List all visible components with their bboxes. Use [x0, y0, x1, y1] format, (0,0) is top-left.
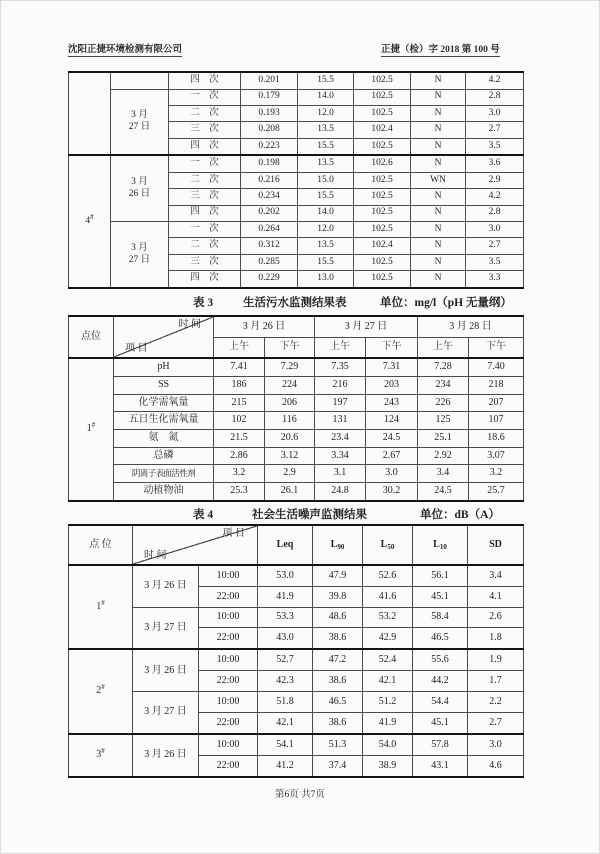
point-cell: 3#: [69, 734, 133, 777]
table-cell: 三 次: [169, 122, 241, 138]
table-cell: 23.4: [315, 429, 366, 447]
table-cell: 207: [469, 394, 524, 412]
table-cell: 24.8: [315, 483, 366, 501]
table-cell: 24.5: [418, 483, 469, 501]
table-cell: 42.1: [363, 671, 413, 692]
table-cell: 46.5: [413, 628, 468, 650]
table-cell: 0.208: [241, 122, 298, 138]
table-cell: 0.216: [241, 172, 298, 188]
table-cell: 14.0: [298, 205, 354, 221]
table-cell: 52.6: [363, 565, 413, 587]
table-cell: 48.6: [313, 607, 363, 628]
table-cell: 38.6: [313, 628, 363, 650]
table-cell: 54.1: [258, 734, 313, 756]
table4-label: 表 4: [193, 509, 214, 521]
date-cell: 3 月 27 日: [111, 89, 169, 155]
date-cell: 3 月 26 日: [133, 734, 199, 777]
table-cell: 0.229: [241, 271, 298, 288]
item-label: pH: [114, 358, 214, 376]
table-cell: 15.5: [298, 254, 354, 270]
table-cell: 102.5: [354, 271, 411, 288]
table-cell: 3.0: [466, 105, 524, 121]
table-cell: 15.5: [298, 138, 354, 155]
table-cell: 206: [265, 394, 315, 412]
table-row: [69, 565, 524, 587]
table-cell: 102.5: [354, 72, 411, 89]
table-cell: 1.7: [468, 671, 524, 692]
table-cell: 一 次: [169, 89, 241, 105]
table-cell: 47.2: [313, 649, 363, 671]
table-cell: 215: [214, 394, 265, 412]
item-label: 氨 氮: [114, 429, 214, 447]
date-cell: 3 月 26 日: [133, 565, 199, 607]
table-cell: 10:00: [199, 607, 258, 628]
table-cell: 0.202: [241, 205, 298, 221]
header-date: 3 月 27 日: [315, 316, 418, 337]
table-cell: 131: [315, 412, 366, 430]
table-cell: 7.35: [315, 358, 366, 376]
table3-unit: 单位：mg/l（pH 无量纲）: [380, 297, 512, 309]
table-cell: 3.0: [366, 465, 418, 483]
table-cell: 102.5: [354, 254, 411, 270]
header-l10: $L_{10}$: [413, 525, 468, 565]
table-cell: 38.6: [313, 671, 363, 692]
table3-label: 表 3: [193, 297, 214, 309]
table-cell: 107: [469, 412, 524, 430]
table-cell: 41.9: [363, 712, 413, 734]
table-cell: 102.5: [354, 138, 411, 155]
table-cell: 22:00: [199, 755, 258, 777]
table-cell: 3.5: [466, 254, 524, 270]
table-cell: N: [411, 89, 466, 105]
table-cell: 102.4: [354, 238, 411, 254]
table-cell: 102.5: [354, 89, 411, 105]
table-cell: 124: [366, 412, 418, 430]
diagonal-bottom-label: 时 间: [144, 549, 167, 561]
table-row: [69, 358, 524, 376]
header-item-time: [133, 525, 258, 565]
table-cell: N: [411, 155, 466, 172]
table-cell: 102: [214, 412, 265, 430]
document-number: 正捷（检）字 2018 第 100 号: [381, 41, 500, 57]
table-cell: N: [411, 189, 466, 205]
date-cell: 3 月 27 日: [133, 607, 199, 649]
table-cell: 15.0: [298, 172, 354, 188]
table-cell: 10:00: [199, 649, 258, 671]
table-cell: 25.3: [214, 483, 265, 501]
table-cell: WN: [411, 172, 466, 188]
table-row: [69, 734, 524, 756]
header-sd: SD: [468, 525, 524, 565]
table-cell: 44.2: [413, 671, 468, 692]
table-cell: 102.5: [354, 172, 411, 188]
table-cell: 12.0: [298, 105, 354, 121]
table-cell: 51.2: [363, 692, 413, 713]
table-cell: 三 次: [169, 189, 241, 205]
date-cell: 3 月 26 日: [133, 649, 199, 691]
table-cell: 54.4: [413, 692, 468, 713]
table-row: [69, 412, 524, 430]
table-cell: 46.5: [313, 692, 363, 713]
table-cell: 18.6: [469, 429, 524, 447]
table-cell: 7.40: [469, 358, 524, 376]
table-cell: 2.9: [265, 465, 315, 483]
table-cell: 0.264: [241, 222, 298, 238]
table-cell: 3.12: [265, 447, 315, 465]
table-cell: 0.285: [241, 254, 298, 270]
table-row: [69, 89, 524, 105]
table-cell: 22:00: [199, 628, 258, 650]
table-cell: 3.5: [466, 138, 524, 155]
table-cell: 7.31: [366, 358, 418, 376]
table-cell: 二 次: [169, 105, 241, 121]
table-row: [69, 649, 524, 671]
table-cell: 3.4: [418, 465, 469, 483]
table-cell: 2.7: [466, 238, 524, 254]
table-cell: N: [411, 238, 466, 254]
table-cell: N: [411, 271, 466, 288]
point-cell: 2#: [69, 649, 133, 733]
table-cell: 56.1: [413, 565, 468, 587]
table-cell: 53.3: [258, 607, 313, 628]
item-label: 总磷: [114, 447, 214, 465]
date-cell: 3 月 27 日: [111, 222, 169, 288]
header-point: 点 位: [69, 525, 133, 565]
table-cell: 15.5: [298, 72, 354, 89]
header-date: 3 月 28 日: [418, 316, 524, 337]
table-cell: N: [411, 138, 466, 155]
table-cell: 20.6: [265, 429, 315, 447]
table-cell: N: [411, 254, 466, 270]
table-cell: 二 次: [169, 172, 241, 188]
table-cell: 0.201: [241, 72, 298, 89]
table-cell: 51.8: [258, 692, 313, 713]
table-cell: 4.6: [468, 755, 524, 777]
table-cell: 四 次: [169, 205, 241, 221]
table-cell: 四 次: [169, 271, 241, 288]
table-cell: 0.234: [241, 189, 298, 205]
table-cell: 3.0: [466, 222, 524, 238]
table-cell: 21.5: [214, 429, 265, 447]
monitoring-table-continuation: [68, 71, 524, 289]
table-cell: 102.4: [354, 122, 411, 138]
table-cell: 13.0: [298, 271, 354, 288]
table-cell: 2.6: [468, 607, 524, 628]
point-cell: 1#: [69, 358, 114, 501]
table-cell: 下午: [265, 337, 315, 358]
table-cell: 116: [265, 412, 315, 430]
table-cell: 54.0: [363, 734, 413, 756]
page-footer: 第6页 共7页: [275, 790, 325, 800]
table-cell: 上午: [214, 337, 265, 358]
table-cell: 4.2: [466, 72, 524, 89]
table-cell: 四 次: [169, 138, 241, 155]
table-cell: 216: [315, 376, 366, 394]
date-cell: 3 月 26 日: [111, 155, 169, 221]
table-row: [69, 692, 524, 713]
table-cell: 上午: [315, 337, 366, 358]
diagonal-top-label: 项 目: [222, 528, 245, 539]
table-cell: 25.1: [418, 429, 469, 447]
table-cell: 41.9: [258, 587, 313, 608]
table-row: [69, 394, 524, 412]
table-cell: 22:00: [199, 671, 258, 692]
table-row: [69, 483, 524, 501]
table-cell: 197: [315, 394, 366, 412]
table-cell: 一 次: [169, 155, 241, 172]
table-cell: 226: [418, 394, 469, 412]
table-cell: 243: [366, 394, 418, 412]
table-cell: 3.2: [214, 465, 265, 483]
table-cell: 47.9: [313, 565, 363, 587]
header-time-item: [114, 316, 214, 358]
table-cell: 2.67: [366, 447, 418, 465]
table-cell: 218: [469, 376, 524, 394]
table-cell: 39.8: [313, 587, 363, 608]
item-label: SS: [114, 376, 214, 394]
table-cell: 2.8: [466, 89, 524, 105]
table-cell: 0.179: [241, 89, 298, 105]
table-cell: 26.1: [265, 483, 315, 501]
table-cell: 0.312: [241, 238, 298, 254]
header-leq: Leq: [258, 525, 313, 565]
table-cell: 3.34: [315, 447, 366, 465]
table-cell: 14.0: [298, 89, 354, 105]
table-row: [69, 376, 524, 394]
point-cell: 1#: [69, 565, 133, 649]
table-cell: 10:00: [199, 692, 258, 713]
company-name: 沈阳正捷环境检测有限公司: [68, 41, 182, 57]
table-cell: 55.6: [413, 649, 468, 671]
table-cell: 0.193: [241, 105, 298, 121]
table-cell: 13.5: [298, 122, 354, 138]
table-cell: 13.5: [298, 155, 354, 172]
table-cell: 224: [265, 376, 315, 394]
table-cell: 102.5: [354, 205, 411, 221]
table-cell: 2.9: [466, 172, 524, 188]
table-cell: 2.7: [466, 122, 524, 138]
table-cell: 41.2: [258, 755, 313, 777]
table-cell: 7.28: [418, 358, 469, 376]
table-cell: 2.2: [468, 692, 524, 713]
table3-title: 生活污水监测结果表: [243, 297, 347, 309]
item-label: 化学需氧量: [114, 394, 214, 412]
table-cell: 30.2: [366, 483, 418, 501]
diagonal-divider: [133, 526, 257, 564]
diagonal-top-label: 时 间: [178, 319, 201, 330]
table-cell: 52.4: [363, 649, 413, 671]
table-cell: 上午: [418, 337, 469, 358]
table-cell: 102.5: [354, 105, 411, 121]
date-cell: 3 月 27 日: [133, 692, 199, 734]
table-cell: 3.1: [315, 465, 366, 483]
table-cell: 57.8: [413, 734, 468, 756]
table-cell: 102.6: [354, 155, 411, 172]
table-cell: 7.29: [265, 358, 315, 376]
table-cell: 38.9: [363, 755, 413, 777]
table-cell: 下午: [469, 337, 524, 358]
table-cell: N: [411, 105, 466, 121]
table-cell: 4.2: [466, 189, 524, 205]
table-cell: 3.6: [466, 155, 524, 172]
table-row: [69, 465, 524, 483]
diagonal-bottom-label: 项 目: [125, 342, 148, 354]
table-cell: 1.9: [468, 649, 524, 671]
table-row: [69, 155, 524, 172]
table-row: [69, 72, 524, 89]
table-cell: 53.2: [363, 607, 413, 628]
header-date: 3 月 26 日: [214, 316, 315, 337]
header-l90: $L_{90}$: [313, 525, 363, 565]
table-cell: 0.223: [241, 138, 298, 155]
table-cell: 2.8: [466, 205, 524, 221]
table-row: [69, 525, 524, 565]
table-row: [69, 607, 524, 628]
table-cell: 22:00: [199, 587, 258, 608]
table-cell: 下午: [366, 337, 418, 358]
table-cell: 7.41: [214, 358, 265, 376]
diagonal-divider: [114, 317, 213, 357]
table-cell: 3.3: [466, 271, 524, 288]
table-cell: 1.8: [468, 628, 524, 650]
header-l50: $L_{50}$: [363, 525, 413, 565]
table-cell: 53.0: [258, 565, 313, 587]
table-cell: 3.07: [469, 447, 524, 465]
table-cell: 41.6: [363, 587, 413, 608]
table-cell: N: [411, 222, 466, 238]
table-cell: 43.0: [258, 628, 313, 650]
table-cell: 52.7: [258, 649, 313, 671]
table-cell: N: [411, 205, 466, 221]
table-cell: 三 次: [169, 254, 241, 270]
table-cell: 43.1: [413, 755, 468, 777]
table-cell: 186: [214, 376, 265, 394]
table-cell: 2.92: [418, 447, 469, 465]
table4-title: 社会生活噪声监测结果: [252, 509, 367, 521]
table-cell: 3.4: [468, 565, 524, 587]
table-cell: 10:00: [199, 734, 258, 756]
table-row: [69, 316, 524, 337]
table-cell: 12.0: [298, 222, 354, 238]
point-cell: 4#: [69, 155, 111, 288]
table-cell: 51.3: [313, 734, 363, 756]
table-cell: 10:00: [199, 565, 258, 587]
table-cell: 25.7: [469, 483, 524, 501]
table-cell: 13.5: [298, 238, 354, 254]
date-cell: [111, 72, 169, 89]
table-cell: 58.4: [413, 607, 468, 628]
table-cell: 42.1: [258, 712, 313, 734]
table-cell: 203: [366, 376, 418, 394]
table-cell: 2.86: [214, 447, 265, 465]
table-cell: N: [411, 72, 466, 89]
table-cell: 15.5: [298, 189, 354, 205]
table-cell: 125: [418, 412, 469, 430]
table-cell: 38.6: [313, 712, 363, 734]
table-row: [69, 429, 524, 447]
item-label: 阴离子表面活性剂: [114, 465, 214, 483]
header-point: 点位: [69, 316, 114, 358]
table-cell: 3.2: [469, 465, 524, 483]
table-row: [69, 222, 524, 238]
table-cell: 42.3: [258, 671, 313, 692]
table-cell: 2.7: [468, 712, 524, 734]
table-cell: 42.9: [363, 628, 413, 650]
noise-monitoring-table: [68, 524, 524, 778]
table4-unit: 单位：dB（A）: [420, 509, 500, 521]
wastewater-monitoring-table: [68, 315, 524, 502]
table-cell: 37.4: [313, 755, 363, 777]
table-cell: 二 次: [169, 238, 241, 254]
table-cell: N: [411, 122, 466, 138]
table-cell: 45.1: [413, 712, 468, 734]
table-cell: 22:00: [199, 712, 258, 734]
item-label: 五日生化需氧量: [114, 412, 214, 430]
table-cell: 102.5: [354, 222, 411, 238]
table-cell: 四 次: [169, 72, 241, 89]
item-label: 动植物油: [114, 483, 214, 501]
table-cell: 0.198: [241, 155, 298, 172]
table-cell: 234: [418, 376, 469, 394]
point-cell: [69, 72, 111, 155]
table-cell: 24.5: [366, 429, 418, 447]
table-cell: 4.1: [468, 587, 524, 608]
table-cell: 一 次: [169, 222, 241, 238]
table-cell: 3.0: [468, 734, 524, 756]
table-cell: 45.1: [413, 587, 468, 608]
table-row: [69, 447, 524, 465]
table-cell: 102.5: [354, 189, 411, 205]
